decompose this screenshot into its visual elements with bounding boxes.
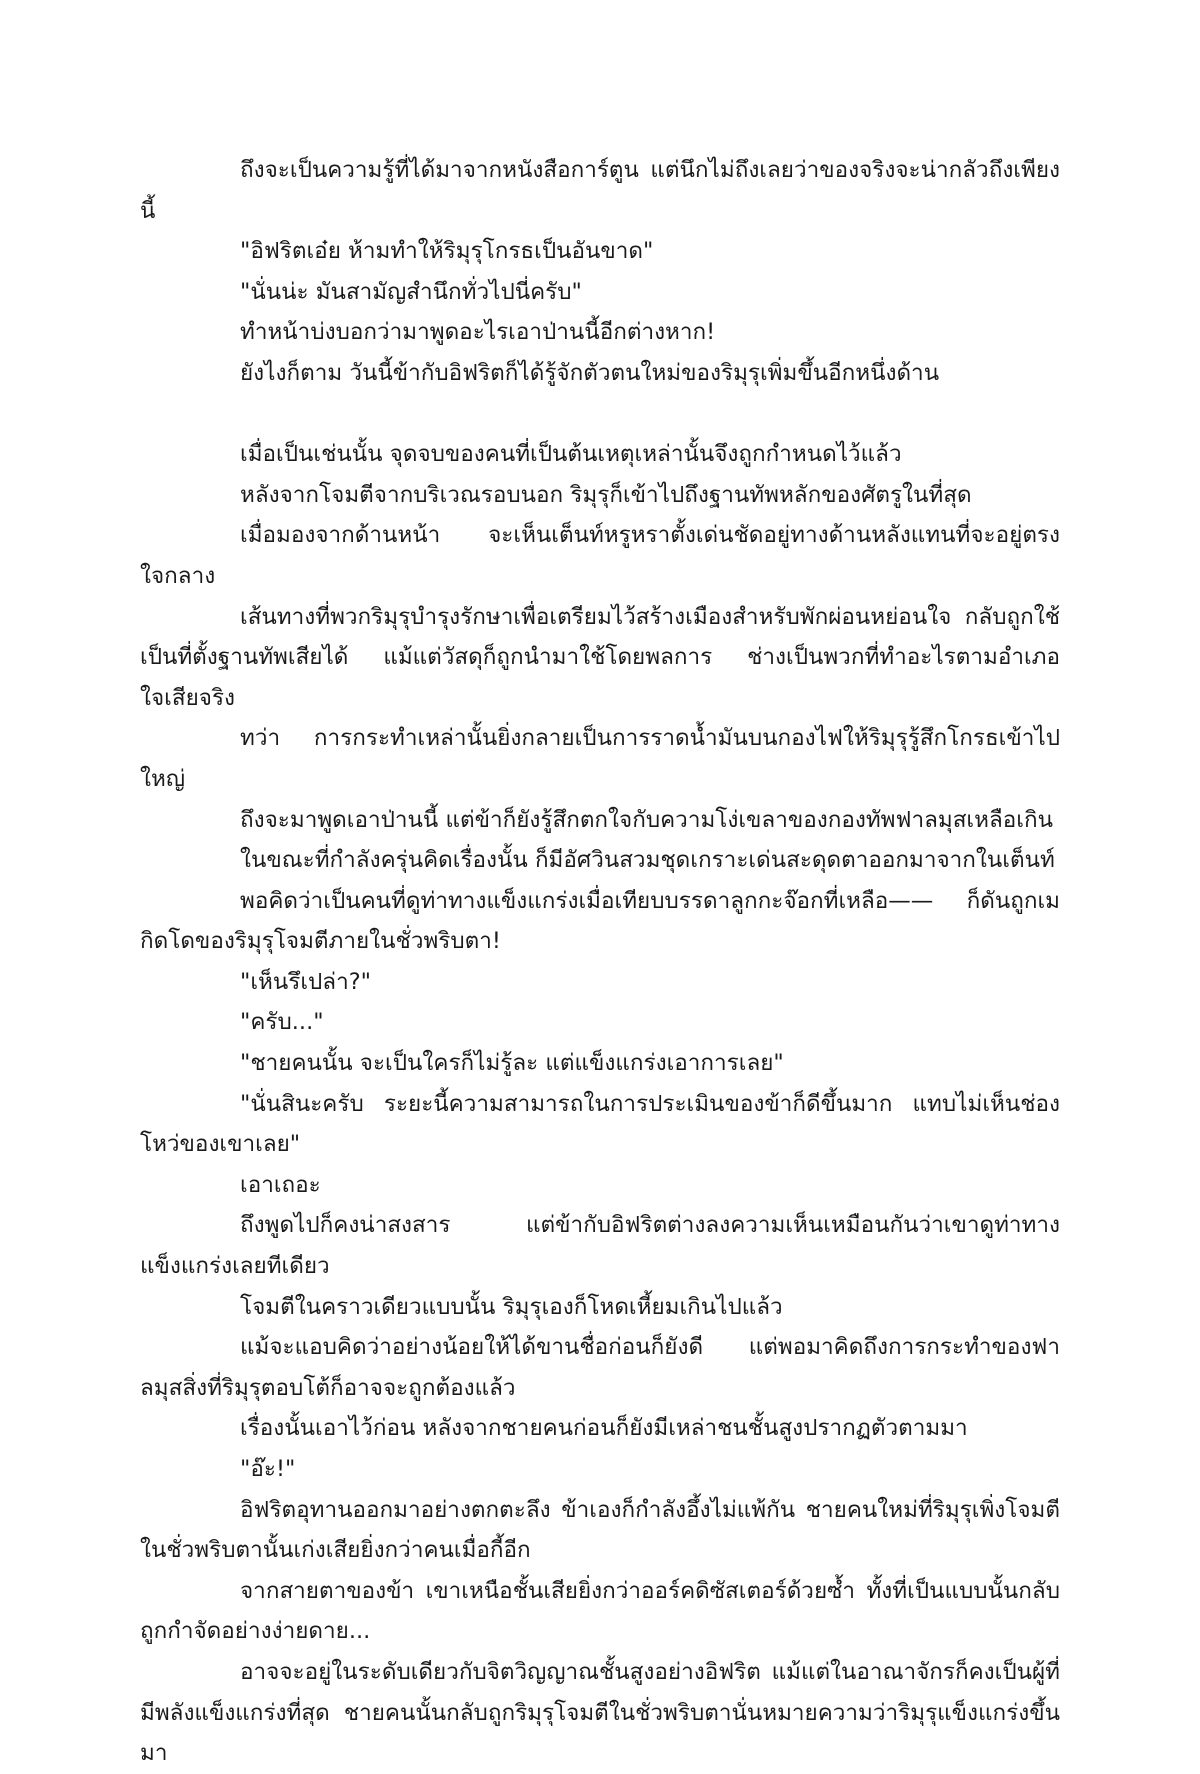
paragraph: ในขณะที่กำลังครุ่นคิดเรื่องนั้น ก็มีอัศวินสวมชุดเกราะเด่นสะดุดตาออกมาจากในเต็นท์ [240,847,1055,874]
paragraph: พอคิดว่าเป็นคนที่ดูท่าทางแข็งแกร่งเมื่อเทียบบรรดาลูกกะจ๊อกที่เหลือ—— ก็ดันถูกเมกิดโดของริมุรุโจมตีภายในชั่วพริบตา! [140,887,1060,955]
paragraph: หลังจากโจมตีจากบริเวณรอบนอก ริมุรุก็เข้าไปถึงฐานทัพหลักของศัตรูในที่สุด [240,481,972,508]
dialogue-line: "นั่นสินะครับ ระยะนี้ความสามารถในการประเมินของข้าก็ดีขึ้นมาก แทบไม่เห็นช่องโหว่ของเขาเลย" [140,1090,1060,1158]
paragraph: อาจจะอยู่ในระดับเดียวกับจิตวิญญาณชั้นสูงอย่างอิฟริต แม้แต่ในอาณาจักรก็คงเป็นผู้ที่มีพลังแข็งแกร่งที่สุด ชายคนนั้นกลับถูกริมุรุโจมตีในชั่วพริบตานั่นหมายความว่าริมุรุแข็งแกร่งขึ้นมา [140,1658,1060,1767]
paragraph: เมื่อมองจากด้านหน้า จะเห็นเต็นท์หรูหราตั้งเด่นชัดอยู่ทางด้านหลังแทนที่จะอยู่ตรงใจกลาง [140,522,1060,589]
paragraph: ถึงจะเป็นความรู้ที่ได้มาจากหนังสือการ์ตูน แต่นึกไม่ถึงเลยว่าของจริงจะน่ากลัวถึงเพียงนี้ [140,157,1060,224]
paragraph: ถึงจะมาพูดเอาป่านนี้ แต่ข้าก็ยังรู้สึกตกใจกับความโง่เขลาของกองทัพฟาลมุสเหลือเกิน [240,806,1053,833]
paragraph: เส้นทางที่พวกริมุรุบำรุงรักษาเพื่อเตรียมไว้สร้างเมืองสำหรับพักผ่อนหย่อนใจ กลับถูกใช้เป็นที่ตั้งฐานทัพเสียได้ แม้แต่วัสดุก็ถูกนำมาใช้โดยพลการ ช่างเป็นพวกที่ทำอะไรตามอำเภอใจเสียจริง [140,603,1060,711]
dialogue-line: "อิฟริตเอ๋ย ห้ามทำให้ริมุรุโกรธเป็นอันขาด" [240,238,654,265]
paragraph: โจมตีในคราวเดียวแบบนั้น ริมุรุเองก็โหดเหี้ยมเกินไปแล้ว [240,1293,783,1320]
dialogue-line: "นั่นน่ะ มันสามัญสำนึกทั่วไปนี่ครับ" [240,278,582,305]
dialogue-line: "เห็นรึเปล่า?" [240,968,372,995]
body-text [140,150,1060,1774]
paragraph: ยังไงก็ตาม วันนี้ข้ากับอิฟริตก็ได้รู้จักตัวตนใหม่ของริมุรุเพิ่มขึ้นอีกหนึ่งด้าน [240,359,940,386]
section-break [140,394,1060,435]
paragraph: เรื่องนั้นเอาไว้ก่อน หลังจากชายคนก่อนก็ยังมีเหล่าชนชั้นสูงปรากฏตัวตามมา [240,1415,968,1442]
paragraph: ถึงพูดไปก็คงน่าสงสาร แต่ข้ากับอิฟริตต่างลงความเห็นเหมือนกันว่าเขาดูท่าทางแข็งแกร่งเลยทีเดียว [140,1212,1060,1280]
dialogue-line: "ชายคนนั้น จะเป็นใครก็ไม่รู้ละ แต่แข็งแกร่งเอาการเลย" [240,1050,784,1077]
paragraph: ทำหน้าบ่งบอกว่ามาพูดอะไรเอาป่านนี้อีกต่างหาก! [240,319,716,346]
paragraph: จากสายตาของข้า เขาเหนือชั้นเสียยิ่งกว่าออร์คดิซัสเตอร์ด้วยซ้ำ ทั้งที่เป็นแบบนั้นกลับถูกกำจัดอย่างง่ายดาย... [140,1577,1060,1645]
paragraph: แม้จะแอบคิดว่าอย่างน้อยให้ได้ขานชื่อก่อนก็ยังดี แต่พอมาคิดถึงการกระทำของฟาลมุสสิ่งที่ริมุรุตอบโต้ก็อาจจะถูกต้องแล้ว [140,1334,1060,1401]
paragraph: เมื่อเป็นเช่นนั้น จุดจบของคนที่เป็นต้นเหตุเหล่านั้นจึงถูกกำหนดไว้แล้ว [240,441,902,468]
paragraph: เอาเถอะ [240,1171,321,1198]
dialogue-line: "ครับ..." [240,1009,324,1036]
dialogue-line: "อ๊ะ!" [240,1456,296,1482]
paragraph: ทว่า การกระทำเหล่านั้นยิ่งกลายเป็นการราดน้ำมันบนกองไฟให้ริมุรุรู้สึกโกรธเข้าไปใหญ่ [140,725,1060,792]
paragraph: อิฟริตอุทานออกมาอย่างตกตะลึง ข้าเองก็กำลังอึ้งไม่แพ้กัน ชายคนใหม่ที่ริมุรุเพิ่งโจมตีในชั่วพริบตานั้นเก่งเสียยิ่งกว่าคนเมื่อกี้อีก [140,1496,1060,1564]
